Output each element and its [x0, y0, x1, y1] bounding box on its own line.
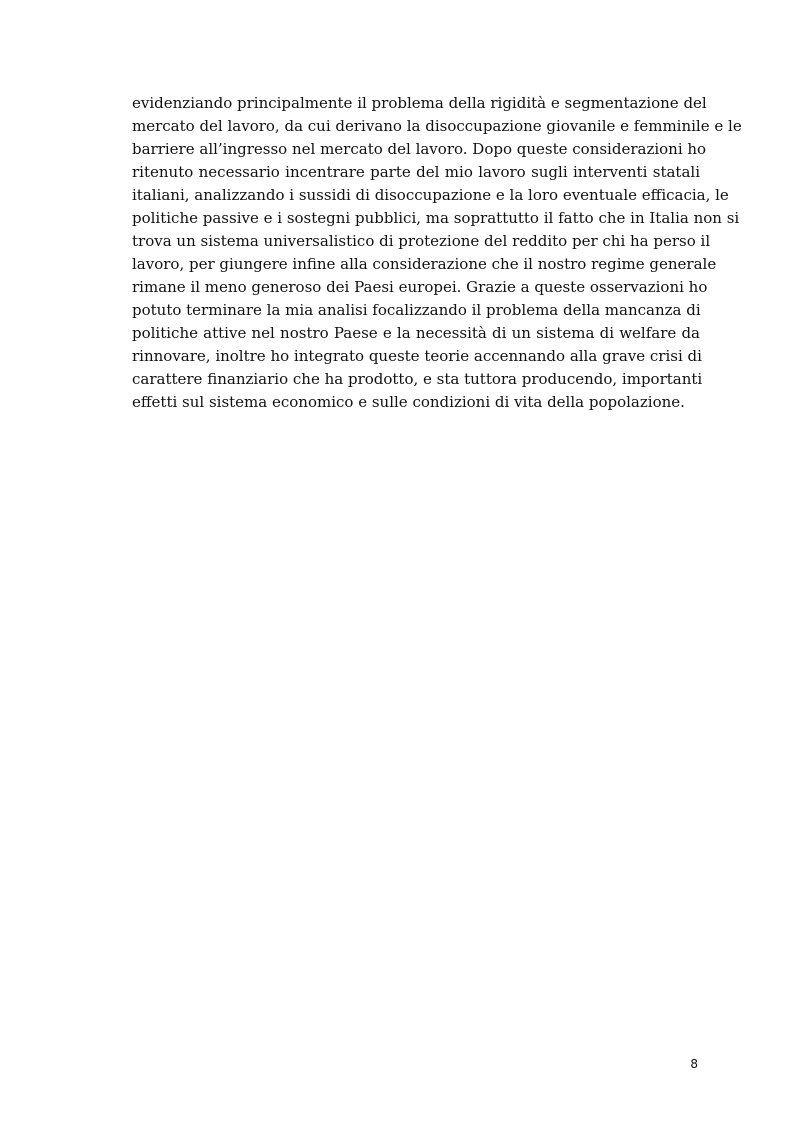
- text-line: barriere all’ingresso nel mercato del lavoro. Dopo queste considerazioni ho: [132, 140, 707, 158]
- text-line: politiche attive nel nostro Paese e la necessità di un sistema di welfare da: [132, 324, 700, 342]
- text-line: politiche passive e i sostegni pubblici, ma soprattutto il fatto che in Italia non si: [132, 209, 740, 227]
- page-number: 8: [690, 1057, 698, 1071]
- body-paragraph: [132, 92, 742, 414]
- text-line: potuto terminare la mia analisi focalizzando il problema della mancanza di: [132, 301, 701, 319]
- text-line: rimane il meno generoso dei Paesi europei. Grazie a queste osservazioni ho: [132, 278, 708, 296]
- text-line: italiani, analizzando i sussidi di disoccupazione e la loro eventuale efficacia, le: [132, 186, 729, 204]
- text-line: ritenuto necessario incentrare parte del mio lavoro sugli interventi statali: [132, 163, 700, 181]
- text-line: effetti sul sistema economico e sulle condizioni di vita della popolazione.: [132, 393, 685, 411]
- text-line: mercato del lavoro, da cui derivano la disoccupazione giovanile e femminile e le: [132, 117, 742, 135]
- text-line: evidenziando principalmente il problema della rigidità e segmentazione del: [132, 94, 707, 112]
- text-line: rinnovare, inoltre ho integrato queste teorie accennando alla grave crisi di: [132, 347, 702, 365]
- text-line: carattere finanziario che ha prodotto, e sta tuttora producendo, importanti: [132, 370, 703, 388]
- text-line: lavoro, per giungere infine alla considerazione che il nostro regime generale: [132, 255, 717, 273]
- text-line: trova un sistema universalistico di protezione del reddito per chi ha perso il: [132, 232, 711, 250]
